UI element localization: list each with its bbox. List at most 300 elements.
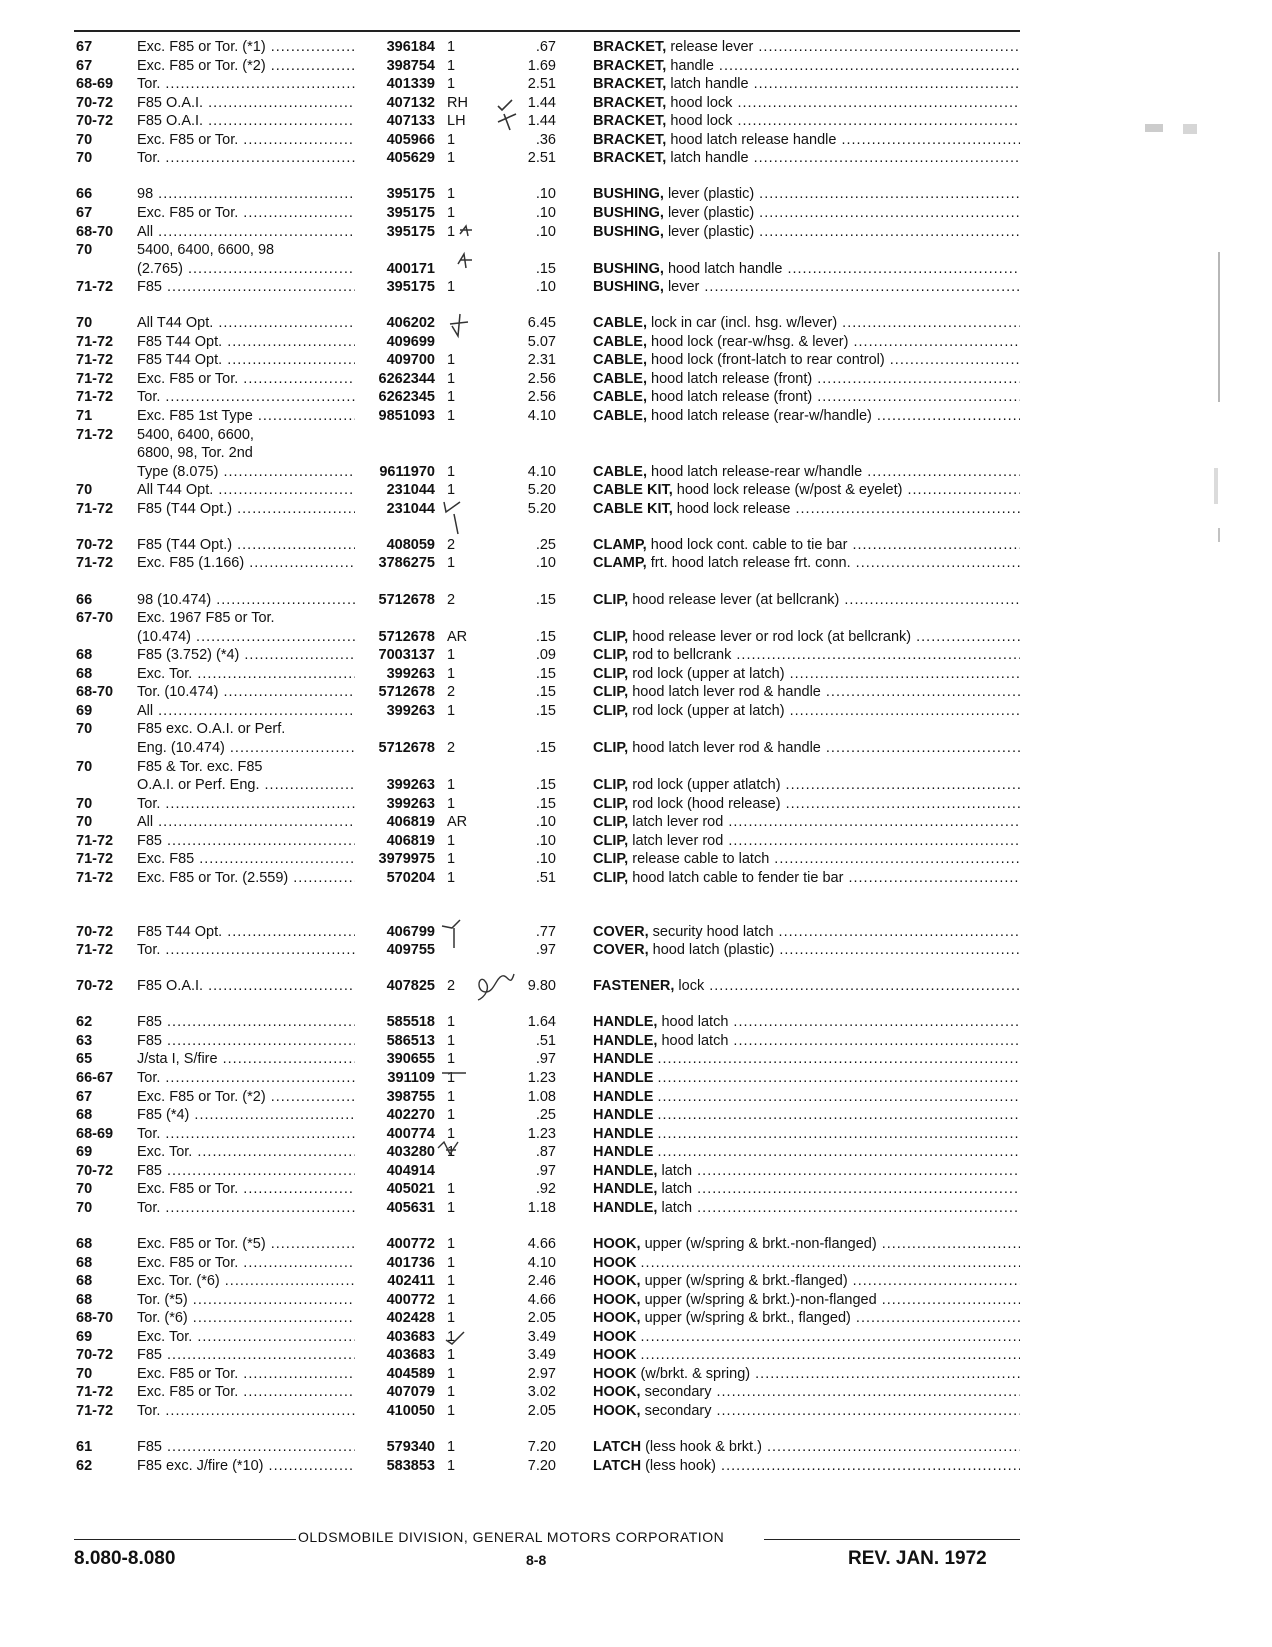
description — [593, 665, 1020, 684]
handwritten-check-mark — [496, 98, 524, 134]
part-number: 409700 — [386, 352, 435, 369]
footer-page-number: 8-8 — [526, 1552, 547, 1568]
application: Exc. F85 1st Type ..... — [137, 407, 355, 426]
table-row — [76, 1106, 1020, 1125]
table-row — [76, 1088, 1020, 1107]
part-detail: upper (w/spring & brkt.-flanged) — [644, 1273, 848, 1290]
price: .15 — [535, 260, 556, 277]
model-year: 70 — [76, 315, 93, 332]
table-row — [76, 536, 1020, 555]
part-number: 9611970 — [379, 463, 435, 480]
price: 3.49 — [527, 1347, 556, 1364]
application: 98 (10.474) ..... — [137, 591, 355, 610]
model-year: 71-72 — [76, 333, 114, 350]
price: 4.66 — [527, 1235, 556, 1252]
table-row — [76, 554, 1020, 573]
handwritten-check-mark — [440, 918, 470, 952]
description — [593, 1291, 1020, 1310]
description — [593, 149, 1020, 168]
quantity: 1 — [447, 1051, 456, 1068]
part-detail: (less hook) — [645, 1457, 717, 1474]
description — [593, 1365, 1020, 1384]
part-detail: latch — [661, 1181, 693, 1198]
application: Exc. F85 or Tor. (2.559) ..... — [137, 869, 355, 888]
part-number: 402270 — [386, 1107, 435, 1124]
part-detail: hood lock cont. cable to tie bar — [650, 536, 848, 553]
application: Exc. F85 or Tor. (*2) ..... — [137, 57, 355, 76]
application: Tor. ..... — [137, 1125, 355, 1144]
model-year: 70 — [76, 1365, 93, 1382]
part-title: HANDLE — [593, 1070, 654, 1086]
part-title: CABLE KIT, — [593, 500, 673, 517]
part-number: 395175 — [386, 223, 435, 240]
application: Exc. F85 ..... — [137, 850, 355, 869]
part-title: HOOK, — [593, 1402, 641, 1419]
part-number: 585518 — [386, 1014, 435, 1031]
quantity: 1 — [447, 1144, 456, 1161]
part-number: 6262345 — [378, 389, 435, 406]
application: F85 T44 Opt. ..... — [137, 333, 355, 352]
model-year: 66 — [76, 591, 93, 608]
part-detail: hood latch — [661, 1014, 729, 1031]
quantity: 1 — [447, 1273, 456, 1290]
part-number: 406819 — [386, 832, 435, 849]
quantity: 1 — [447, 279, 456, 296]
quantity: 1 — [447, 352, 456, 369]
part-title: LATCH — [593, 1457, 642, 1474]
part-title: CABLE, — [593, 370, 647, 387]
application: F85 (*4) ..... — [137, 1106, 355, 1125]
part-title: HOOK — [593, 1347, 637, 1364]
part-number: 401736 — [386, 1254, 435, 1271]
model-year: 70 — [76, 1199, 93, 1216]
part-number: 570204 — [386, 869, 435, 886]
part-number: 408059 — [386, 536, 435, 553]
table-row — [76, 720, 1020, 739]
application: Tor. (*5) ..... — [137, 1291, 355, 1310]
application: Tor. ..... — [137, 388, 355, 407]
quantity: 1 — [447, 463, 456, 480]
application: F85 ..... — [137, 1346, 355, 1365]
part-detail: hood lock — [670, 94, 733, 111]
table-row — [76, 702, 1020, 721]
part-detail: hood latch lever rod & handle — [632, 684, 821, 701]
part-number: 398755 — [386, 1088, 435, 1105]
quantity: 1 — [447, 1328, 456, 1345]
part-detail: hood lock — [670, 113, 733, 130]
model-year: 70 — [76, 814, 93, 831]
application: Exc. Tor. ..... — [137, 1143, 355, 1162]
quantity: 1 — [447, 1088, 456, 1105]
description — [593, 591, 1020, 610]
part-title: BUSHING, — [593, 223, 664, 240]
part-detail: hood release lever (at bellcrank) — [632, 591, 840, 608]
part-title: CLAMP, — [593, 555, 647, 572]
quantity: 1 — [447, 1457, 456, 1474]
part-detail: hood lock release — [676, 500, 791, 517]
table-row — [76, 481, 1020, 500]
part-detail: rod lock (hood release) — [632, 795, 781, 812]
handwritten-check-mark — [442, 498, 472, 538]
price: 7.20 — [527, 1457, 556, 1474]
part-title: BRACKET, — [593, 57, 667, 74]
part-detail: latch — [661, 1162, 693, 1179]
part-detail: lever — [667, 279, 700, 296]
quantity: 1 — [447, 1291, 456, 1308]
quantity: 1 — [447, 370, 456, 387]
table-row — [76, 1457, 1020, 1476]
quantity: 1 — [447, 1032, 456, 1049]
part-title: CABLE, — [593, 352, 647, 369]
part-number: 401339 — [386, 76, 435, 93]
part-title: CLAMP, — [593, 536, 647, 553]
part-title: BRACKET, — [593, 113, 667, 130]
description — [593, 131, 1020, 150]
price: .97 — [535, 1162, 556, 1179]
part-title: CLIP, — [593, 591, 629, 608]
part-number: 406819 — [386, 814, 435, 831]
description — [593, 646, 1020, 665]
row-spacer — [76, 518, 1020, 536]
part-title: HANDLE — [593, 1107, 654, 1124]
application: F85 ..... — [137, 278, 355, 297]
description — [593, 977, 1020, 996]
model-year: 68 — [76, 1291, 93, 1308]
part-number: 406202 — [386, 315, 435, 332]
application: All ..... — [137, 223, 355, 242]
table-row — [76, 260, 1020, 279]
part-detail: rod to bellcrank — [632, 647, 732, 664]
description — [593, 204, 1020, 223]
part-detail: latch lever rod — [632, 814, 724, 831]
application: F85 ..... — [137, 1013, 355, 1032]
application: Tor. ..... — [137, 1069, 355, 1088]
application: All T44 Opt. ..... — [137, 481, 355, 500]
quantity: 1 — [447, 57, 456, 74]
part-detail: upper (w/spring & brkt., flanged) — [644, 1310, 851, 1327]
part-detail: latch handle — [670, 150, 749, 167]
part-number: 405966 — [386, 131, 435, 148]
table-row — [76, 1069, 1020, 1088]
application: 5400, 6400, 6600, — [137, 426, 254, 443]
scan-artifact — [1183, 124, 1197, 134]
table-row — [76, 223, 1020, 242]
quantity: 1 — [447, 1014, 456, 1031]
quantity: 2 — [447, 591, 456, 608]
description — [593, 1013, 1020, 1032]
model-year: 71-72 — [76, 389, 114, 406]
part-number: 398754 — [386, 57, 435, 74]
description — [593, 1383, 1020, 1402]
quantity: 2 — [447, 978, 456, 995]
quantity: 1 — [447, 832, 456, 849]
quantity: 1 — [447, 1365, 456, 1382]
part-title: HOOK, — [593, 1273, 641, 1290]
description — [593, 813, 1020, 832]
price: 3.49 — [527, 1328, 556, 1345]
part-detail: rod lock (upper at latch) — [632, 702, 785, 719]
price: .25 — [535, 1107, 556, 1124]
application: Exc. F85 or Tor. ..... — [137, 1365, 355, 1384]
table-row — [76, 869, 1020, 888]
price: .25 — [535, 536, 556, 553]
quantity: 1 — [447, 39, 456, 55]
part-title: HANDLE, — [593, 1181, 658, 1198]
part-number: 400772 — [386, 1291, 435, 1308]
model-year: 63 — [76, 1032, 93, 1049]
part-number: 390655 — [386, 1051, 435, 1068]
application: Tor. ..... — [137, 795, 355, 814]
description — [593, 832, 1020, 851]
price: .15 — [535, 591, 556, 608]
quantity: RH — [447, 94, 468, 111]
description — [593, 683, 1020, 702]
table-row — [76, 813, 1020, 832]
quantity: 1 — [447, 1070, 456, 1086]
footer-section-code: 8.080-8.080 — [74, 1548, 176, 1569]
part-detail: latch lever rod — [632, 832, 724, 849]
part-title: CLIP, — [593, 814, 629, 831]
application: Tor. ..... — [137, 941, 355, 960]
price: 4.66 — [527, 1291, 556, 1308]
quantity: 1 — [447, 389, 456, 406]
table-row — [76, 977, 1020, 996]
quantity: 1 — [447, 131, 456, 148]
table-row — [76, 923, 1020, 942]
table-row — [76, 941, 1020, 960]
price: .10 — [535, 186, 556, 203]
quantity: 1 — [447, 1107, 456, 1124]
part-number: 5712678 — [378, 591, 435, 608]
price: .10 — [535, 814, 556, 831]
quantity: 2 — [447, 684, 456, 701]
row-spacer — [76, 996, 1020, 1014]
application: Tor. (*6) ..... — [137, 1309, 355, 1328]
table-row — [76, 57, 1020, 76]
model-year: 71-72 — [76, 869, 114, 886]
model-year: 71-72 — [76, 1384, 114, 1401]
quantity: 1 — [447, 1235, 456, 1252]
quantity: 1 — [447, 1402, 456, 1419]
row-spacer — [76, 1217, 1020, 1235]
part-number: 407079 — [386, 1384, 435, 1401]
part-number: 402411 — [387, 1273, 435, 1290]
description — [593, 223, 1020, 242]
price: 7.20 — [527, 1439, 556, 1456]
quantity: 1 — [447, 555, 456, 572]
description — [593, 112, 1020, 131]
part-detail: hood latch release (rear-w/handle) — [651, 408, 872, 425]
price: 2.51 — [527, 76, 556, 93]
part-title: CLIP, — [593, 628, 629, 645]
part-title: BRACKET, — [593, 131, 667, 148]
quantity: 1 — [447, 777, 456, 794]
price: 2.56 — [527, 370, 556, 387]
part-title: BUSHING, — [593, 260, 664, 277]
part-number: 231044 — [386, 482, 435, 499]
description — [593, 1457, 1020, 1476]
part-detail: hood lock (front-latch to rear control) — [651, 352, 885, 369]
quantity: 1 — [447, 76, 456, 93]
quantity: 1 — [447, 795, 456, 812]
application: (2.765) ..... — [137, 260, 355, 279]
table-row — [76, 646, 1020, 665]
model-year: 68 — [76, 1235, 93, 1252]
part-detail: rod lock (upper atlatch) — [632, 777, 781, 794]
model-year: 67 — [76, 39, 93, 55]
table-row — [76, 1032, 1020, 1051]
application: F85 O.A.I. ..... — [137, 94, 355, 113]
part-number: 404914 — [386, 1162, 435, 1179]
part-number: 3786275 — [378, 555, 435, 572]
description — [593, 185, 1020, 204]
table-row — [76, 1199, 1020, 1218]
part-number: 400171 — [386, 260, 435, 277]
description — [593, 1032, 1020, 1051]
part-number: 399263 — [386, 702, 435, 719]
model-year: 68 — [76, 1273, 93, 1290]
part-title: CLIP, — [593, 851, 629, 868]
model-year: 70 — [76, 242, 93, 259]
part-number: 396184 — [386, 39, 435, 55]
part-title: BRACKET, — [593, 150, 667, 167]
price: 4.10 — [527, 463, 556, 480]
description — [593, 1438, 1020, 1457]
part-number: 400772 — [386, 1235, 435, 1252]
table-row — [76, 758, 1020, 777]
part-title: HANDLE, — [593, 1199, 658, 1216]
row-spacer — [76, 1420, 1020, 1438]
model-year: 70 — [76, 131, 93, 148]
price: .15 — [535, 795, 556, 812]
application: 6800, 98, Tor. 2nd — [137, 445, 253, 462]
model-year: 68-69 — [76, 1125, 114, 1142]
description — [593, 850, 1020, 869]
table-row — [76, 776, 1020, 795]
quantity: AR — [447, 628, 468, 645]
table-row — [76, 1328, 1020, 1347]
model-year: 70 — [76, 795, 93, 812]
description — [593, 463, 1020, 482]
part-title: CLIP, — [593, 665, 629, 682]
model-year: 68-69 — [76, 76, 114, 93]
application: All T44 Opt. ..... — [137, 314, 355, 333]
description — [593, 407, 1020, 426]
part-title: HANDLE, — [593, 1162, 658, 1179]
model-year: 70-72 — [76, 536, 114, 553]
table-row — [76, 1346, 1020, 1365]
part-detail: hood latch release-rear w/handle — [651, 463, 863, 480]
application: F85 (T44 Opt.) ..... — [137, 536, 355, 555]
price: 3.02 — [527, 1384, 556, 1401]
description — [593, 314, 1020, 333]
part-title: CLIP, — [593, 647, 629, 664]
part-detail: lever (plastic) — [667, 186, 755, 203]
application: Exc. Tor. ..... — [137, 1328, 355, 1347]
part-number: 409755 — [386, 942, 435, 959]
price: .97 — [535, 942, 556, 959]
application: Exc. F85 or Tor. (*2) ..... — [137, 1088, 355, 1107]
table-row — [76, 463, 1020, 482]
table-row — [76, 112, 1020, 131]
table-row — [76, 426, 1020, 445]
application: F85 exc. J/fire (*10) ..... — [137, 1457, 355, 1476]
part-number: 391109 — [387, 1070, 435, 1086]
price: .92 — [535, 1181, 556, 1198]
description — [593, 333, 1020, 352]
part-title: FASTENER, — [593, 978, 675, 995]
application: F85 O.A.I. ..... — [137, 112, 355, 131]
part-title: CLIP, — [593, 684, 629, 701]
price: 1.23 — [527, 1125, 556, 1142]
part-number: 395175 — [386, 204, 435, 221]
price: 1.64 — [527, 1014, 556, 1031]
application: Exc. F85 or Tor. ..... — [137, 1383, 355, 1402]
part-number: 403683 — [386, 1328, 435, 1345]
part-number: 409699 — [386, 333, 435, 350]
application: Exc. F85 (1.166) ..... — [137, 554, 355, 573]
table-row — [76, 1013, 1020, 1032]
table-row — [76, 314, 1020, 333]
table-row — [76, 278, 1020, 297]
part-detail: secondary — [644, 1402, 712, 1419]
model-year: 70-72 — [76, 978, 114, 995]
price: .15 — [535, 684, 556, 701]
part-title: BRACKET, — [593, 94, 667, 111]
part-detail: security hood latch — [652, 923, 774, 940]
part-title: HANDLE — [593, 1088, 654, 1105]
price: .87 — [535, 1144, 556, 1161]
model-year: 70-72 — [76, 94, 114, 111]
part-title: LATCH — [593, 1439, 642, 1456]
part-title: BUSHING, — [593, 186, 664, 203]
model-year: 71-72 — [76, 1402, 114, 1419]
table-row — [76, 1402, 1020, 1421]
table-row — [76, 850, 1020, 869]
table-row — [76, 1309, 1020, 1328]
footer-corporation: OLDSMOBILE DIVISION, GENERAL MOTORS CORPORATION — [298, 1529, 725, 1545]
part-detail: handle — [670, 57, 714, 74]
quantity: 1 — [447, 1310, 456, 1327]
model-year: 70-72 — [76, 1162, 114, 1179]
price: 5.20 — [527, 482, 556, 499]
price: .36 — [535, 131, 556, 148]
quantity: LH — [447, 113, 466, 130]
part-number: 400774 — [386, 1125, 435, 1142]
price: 6.45 — [527, 315, 556, 332]
description — [593, 1402, 1020, 1421]
price: 5.07 — [527, 333, 556, 350]
row-spacer — [76, 297, 1020, 315]
description — [593, 941, 1020, 960]
model-year: 70 — [76, 482, 93, 499]
price: .15 — [535, 628, 556, 645]
part-detail: hood release lever or rod lock (at bellcrank) — [632, 628, 912, 645]
part-number: 407133 — [386, 113, 435, 130]
price: .15 — [535, 739, 556, 756]
part-title: HANDLE — [593, 1125, 654, 1142]
description — [593, 75, 1020, 94]
part-title: HOOK, — [593, 1384, 641, 1401]
footer-rule-left — [74, 1539, 296, 1540]
part-detail: latch — [661, 1199, 693, 1216]
table-row — [76, 204, 1020, 223]
price: 2.97 — [527, 1365, 556, 1382]
scan-artifact — [1218, 528, 1220, 542]
application: Exc. F85 or Tor. (*1) ..... — [137, 38, 355, 57]
part-number: 579340 — [386, 1439, 435, 1456]
part-title: CABLE, — [593, 463, 647, 480]
